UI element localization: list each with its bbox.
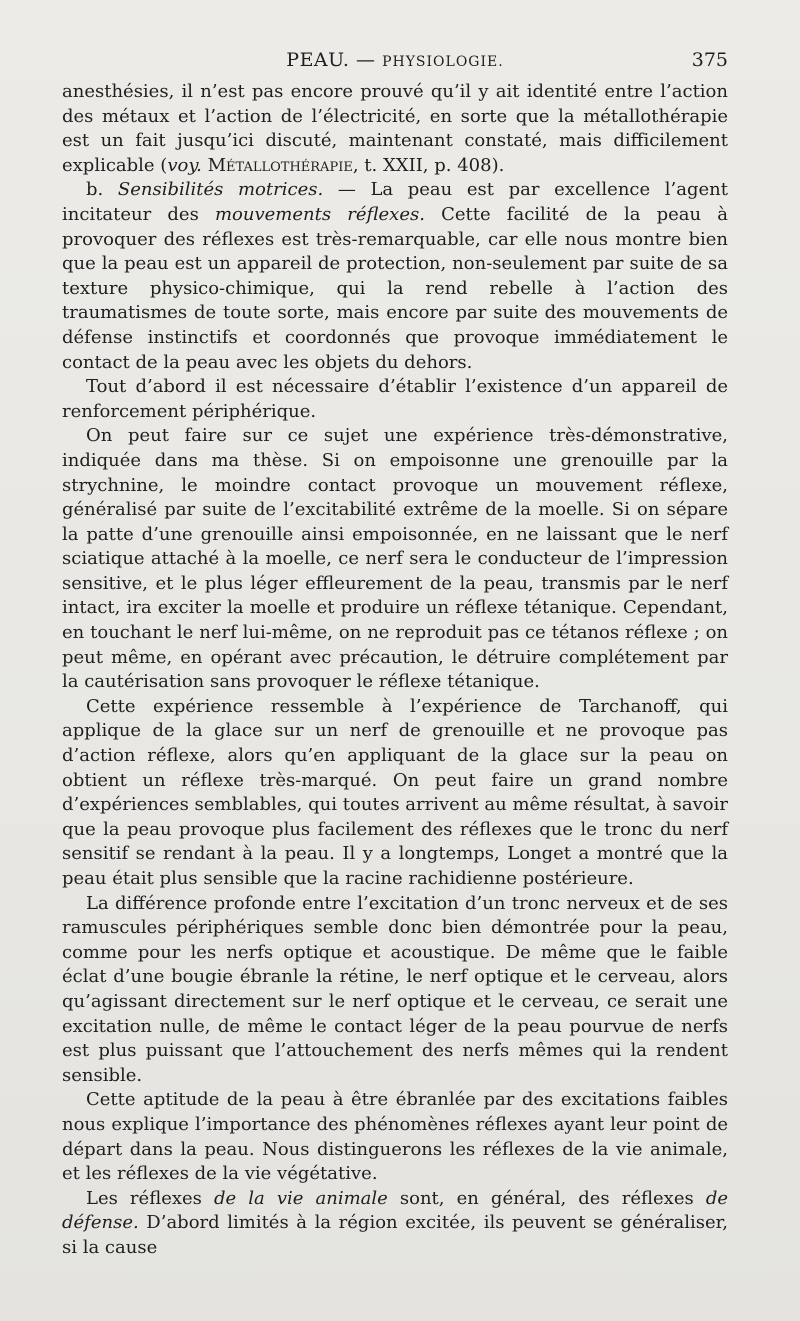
paragraph-8-emphasis-2: de défense. (62, 1187, 728, 1234)
paragraph-8-tail: D’abord limités à la région excitée, ils peuvent se généraliser, si la cause (62, 1212, 728, 1258)
paragraph-2-tail: Cette facilité de la peau à provoquer des réflexes est très-remarquable, car elle nous montre bien que la peau est un appareil de protection, non-seulement par suite de sa texture physico-chimique, qui la rend rebelle à l’action des traumatismes de toute sorte, mais encore par suite des mouvements de défense instinctifs et coordonnés que provoque immédiatement le contact de la peau avec les objets du dehors. (62, 203, 728, 373)
paragraph-8-text: Les réflexes (86, 1187, 214, 1209)
paragraph-3: Tout d’abord il est nécessaire d’établir l’existence d’un appareil de renforcement périphérique. (62, 376, 728, 422)
paragraph-7: Cette aptitude de la peau à être ébranlée par des excitations faibles nous explique l’importance des phénomènes réflexes ayant leur point de départ dans la peau. Nous distinguerons les réflexes de la vie animale, et les réflexes de la vie végétative. (62, 1089, 728, 1185)
paragraph-1 (62, 80, 728, 178)
running-head-dash: — (349, 49, 383, 71)
page-number: 375 (691, 49, 728, 71)
running-head-title: PEAU. (286, 49, 350, 71)
paragraph-4: On peut faire sur ce sujet une expérience très-démonstrative, indiquée dans ma thèse. Si on empoisonne une grenouille par la strychnine, le moindre contact provoque un mouvement réflexe, généralisé par suite de l’excitabilité extrême de la moelle. Si on sépare la patte d’une grenouille ainsi empoisonnée, en ne laissant que le nerf sciatique attaché à la moelle, ce nerf sera le conducteur de l’impression sensitive, et le plus léger effleurement de la peau, transmis par le nerf intact, ira exciter la moelle et produire un réflexe tétanique. Cependant, en touchant le nerf lui-même, on ne reproduit pas ce tétanos réflexe ; on peut même, en opérant avec précaution, le détruire complétement par la cautérisation sans provoquer le réflexe tétanique. (62, 425, 728, 693)
paragraph-1-tail: , t. XXII, p. 408). (352, 154, 505, 176)
paragraph-2 (62, 178, 728, 375)
paragraph-8-mid: sont, en général, des réflexes (387, 1187, 706, 1209)
paragraph-2-emphasis: mouvements réflexes. (214, 203, 425, 225)
section-label: b. (86, 179, 118, 201)
paragraph-2-text: — La peau est par excellence l’agent incitateur des (62, 179, 728, 225)
paragraph-1-text: anesthésies, il n’est pas encore prouvé qu’il y ait identité entre l’action des métaux et l’action de l’électricité, en sorte que la métallothérapie est un fait jusqu’ici discuté, maintenant constaté, mais difficilement explicable ( (62, 81, 728, 176)
running-head-section: PHYSIOLOGIE. (382, 54, 504, 70)
section-title: Sensibilités motrices. (117, 179, 324, 201)
paragraph-5: Cette expérience ressemble à l’expérience de Tarchanoff, qui applique de la glace sur un nerf de grenouille et ne provoque pas d’action réflexe, alors qu’en appliquant de la glace sur la peau on obtient un réflexe très-marqué. On peut faire un grand nombre d’expériences semblables, qui toutes arrivent au même résultat, à savoir que la peau provoque plus facilement des réflexes que le tronc du nerf sensitif se rendant à la peau. Il y a longtemps, Longet a montré que la peau était plus sensible que la racine rachidienne postérieure. (62, 695, 728, 889)
paragraph-8-emphasis-1: de la vie animale (213, 1187, 388, 1209)
cross-reference: Métallothérapie (207, 154, 353, 176)
paragraph-8 (62, 1187, 728, 1261)
voy-abbrev: voy. (167, 154, 202, 176)
paragraph-6: La différence profonde entre l’excitation d’un tronc nerveux et de ses ramuscules périphériques semble donc bien démontrée pour la peau, comme pour les nerfs optique et acoustique. De même que le faible éclat d’une bougie ébranle la rétine, le nerf optique et le cerveau, alors qu’agissant directement sur le nerf optique et le cerveau, ce serait une excitation nulle, de même le contact léger de la peau pourvue de nerfs est plus puissant que l’attouchement des nerfs mêmes qui la rendent sensible. (62, 892, 728, 1086)
page-header (62, 44, 728, 76)
running-head (62, 44, 728, 78)
body-text (62, 80, 728, 1261)
